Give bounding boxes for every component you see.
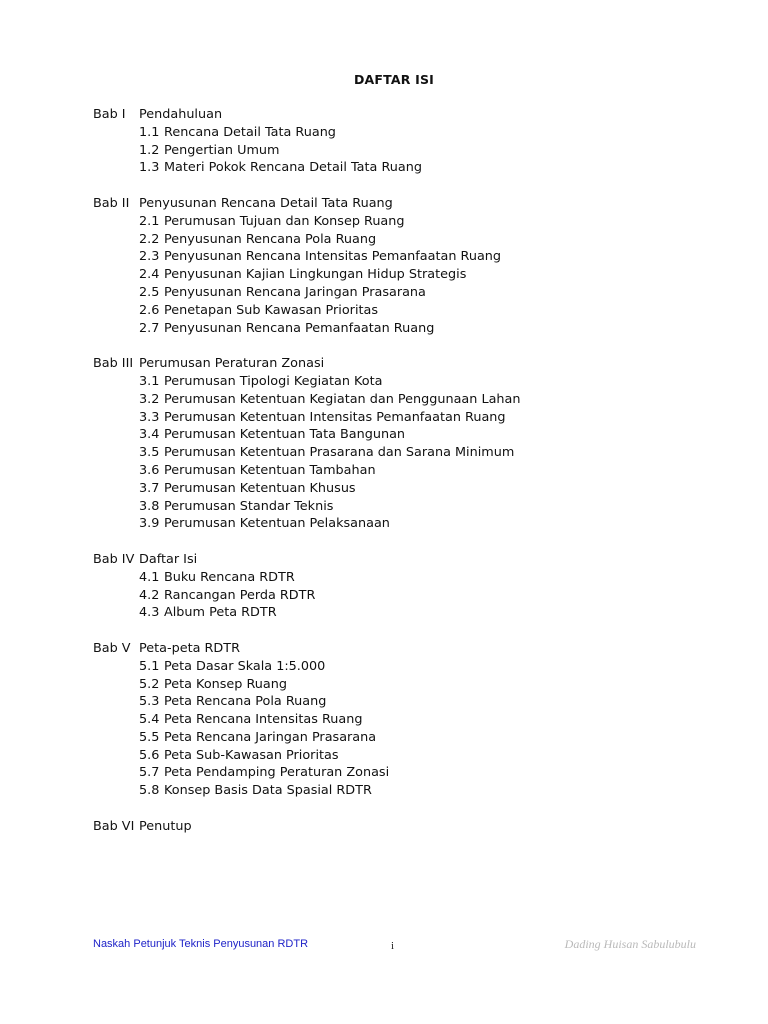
spacer [93,622,520,640]
section-title: Perumusan Standar Teknis [164,498,334,514]
section-number: 4.3 [139,605,160,621]
chapter-title: Peta-peta RDTR [139,640,240,656]
spacer [93,177,520,195]
chapter-title: Penyusunan Rencana Detail Tata Ruang [139,195,393,211]
section-number: 5.1 [139,658,160,674]
section-number: 2.5 [139,284,160,300]
section-title: Perumusan Ketentuan Tata Bangunan [164,427,406,443]
toc-section-item [93,426,520,444]
toc-section-item [93,462,520,480]
toc-section-item [93,124,520,142]
toc-section-item [93,444,520,462]
toc-section-item [93,284,520,302]
section-number: 4.2 [139,587,160,603]
chapter-title: Pendahuluan [139,107,223,122]
section-title: Penetapan Sub Kawasan Prioritas [164,302,379,318]
chapter-heading [93,640,520,658]
toc-section-item [93,409,520,427]
chapter-heading [93,195,520,213]
section-number: 5.5 [139,729,160,745]
toc-section-item [93,729,520,747]
section-number: 4.1 [139,569,160,585]
table-of-contents [93,106,520,836]
section-number: 3.1 [139,373,160,389]
section-number: 3.2 [139,391,160,407]
section-title: Perumusan Tipologi Kegiatan Kota [164,373,383,389]
section-title: Perumusan Ketentuan Khusus [164,480,356,496]
section-number: 5.7 [139,765,160,781]
toc-section-item [93,676,520,694]
toc-section-item [93,515,520,533]
section-number: 5.4 [139,712,160,728]
spacer [93,533,520,551]
section-title: Perumusan Ketentuan Intensitas Pemanfaatan Ruang [164,409,506,425]
toc-section-item [93,266,520,284]
toc-section-item [93,569,520,587]
section-title: Buku Rencana RDTR [164,569,295,585]
section-title: Rencana Detail Tata Ruang [164,124,336,140]
toc-section-item [93,142,520,160]
section-title: Perumusan Tujuan dan Konsep Ruang [164,213,405,229]
section-number: 5.6 [139,747,160,763]
section-title: Album Peta RDTR [164,605,277,621]
section-title: Peta Rencana Jaringan Prasarana [164,729,377,745]
section-title: Penyusunan Rencana Intensitas Pemanfaatan Ruang [164,249,502,265]
section-number: 1.1 [139,124,160,140]
section-number: 3.7 [139,480,160,496]
section-number: 3.3 [139,409,160,425]
toc-section-item [93,302,520,320]
chapter-heading [93,355,520,373]
section-title: Pengertian Umum [164,142,280,158]
toc-section-item [93,320,520,338]
section-number: 2.7 [139,320,160,336]
section-number: 3.6 [139,462,160,478]
chapter-label: Bab I [93,107,126,122]
chapter-title: Penutup [139,818,192,834]
chapter-label: Bab VI [93,818,135,834]
section-title: Perumusan Ketentuan Pelaksanaan [164,516,390,532]
section-number: 5.3 [139,694,160,710]
section-number: 5.2 [139,676,160,692]
section-title: Peta Dasar Skala 1:5.000 [164,658,326,674]
section-title: Peta Sub-Kawasan Prioritas [164,747,339,763]
section-title: Perumusan Ketentuan Kegiatan dan Penggunaan Lahan [164,391,521,407]
chapter-title: Daftar Isi [139,551,198,567]
toc-section-item [93,231,520,249]
section-number: 2.3 [139,249,160,265]
toc-section-item [93,587,520,605]
chapter-title: Perumusan Peraturan Zonasi [139,356,325,372]
chapter-heading [93,106,520,124]
section-title: Konsep Basis Data Spasial RDTR [164,783,372,799]
toc-section-item [93,248,520,266]
spacer [93,337,520,355]
section-number: 1.3 [139,160,160,176]
section-number: 3.4 [139,427,160,443]
footer-author-name: Dading Huisan Sabulubulu [564,937,696,951]
section-title: Peta Konsep Ruang [164,676,287,692]
section-number: 3.9 [139,516,160,532]
toc-section-item [93,764,520,782]
section-number: 2.2 [139,231,160,247]
section-title: Peta Pendamping Peraturan Zonasi [164,765,390,781]
chapter-label: Bab II [93,195,130,211]
toc-section-item [93,498,520,516]
section-title: Perumusan Ketentuan Prasarana dan Sarana Minimum [164,445,515,461]
section-title: Perumusan Ketentuan Tambahan [164,462,376,478]
section-title: Penyusunan Kajian Lingkungan Hidup Strategis [164,267,467,283]
section-number: 3.8 [139,498,160,514]
chapter-heading [93,551,520,569]
toc-section-item [93,782,520,800]
section-title: Penyusunan Rencana Jaringan Prasarana [164,284,426,300]
section-title: Penyusunan Rencana Pola Ruang [164,231,377,247]
spacer [93,800,520,818]
section-title: Peta Rencana Pola Ruang [164,694,327,710]
chapter-label: Bab III [93,356,134,372]
toc-section-item [93,658,520,676]
section-number: 5.8 [139,783,160,799]
section-number: 2.6 [139,302,160,318]
chapter-label: Bab IV [93,551,135,567]
section-title: Peta Rencana Intensitas Ruang [164,712,363,728]
section-title: Penyusunan Rencana Pemanfaatan Ruang [164,320,435,336]
chapter-label: Bab V [93,640,131,656]
toc-section-item [93,711,520,729]
chapter-heading [93,818,520,836]
toc-section-item [93,693,520,711]
section-title: Rancangan Perda RDTR [164,587,316,603]
toc-section-item [93,747,520,765]
footer-page-number: i [391,940,395,952]
section-number: 1.2 [139,142,160,158]
page-title: DAFTAR ISI [353,72,435,87]
toc-section-item [93,480,520,498]
footer-document-title: Naskah Petunjuk Teknis Penyusunan RDTR [93,938,309,950]
toc-section-item [93,604,520,622]
toc-section-item [93,213,520,231]
toc-section-item [93,391,520,409]
section-title: Materi Pokok Rencana Detail Tata Ruang [164,160,422,176]
toc-section-item [93,159,520,177]
section-number: 2.1 [139,213,160,229]
section-number: 2.4 [139,267,160,283]
toc-section-item [93,373,520,391]
section-number: 3.5 [139,445,160,461]
